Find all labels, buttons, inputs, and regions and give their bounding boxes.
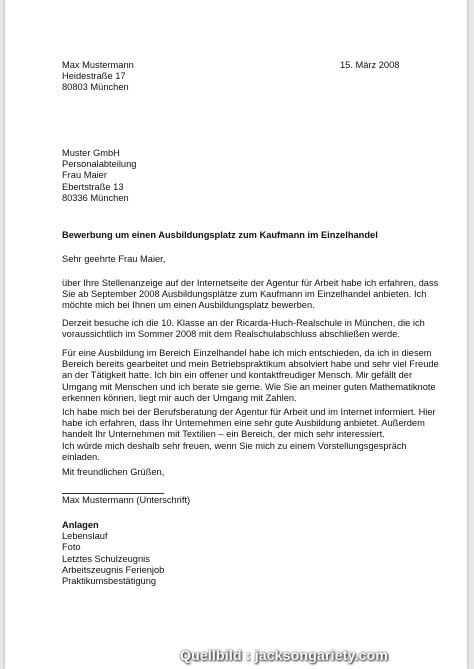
- body-paragraph-4: [62, 407, 436, 463]
- recipient-person: Frau Maier: [62, 170, 107, 181]
- paragraph-line: erkennen können, liegt mir auch der Umgang mit Zahlen.: [62, 392, 297, 403]
- attachments-heading: Anlagen: [62, 520, 99, 530]
- closing: Mit freundlichen Grüßen,: [62, 467, 165, 477]
- paragraph-line: Derzeit besuche ich die 10. Klasse an der Ricarda-Huch-Realschule in München, die ich: [62, 318, 425, 328]
- sender-name: Max Mustermann: [62, 60, 134, 70]
- body-paragraph-2: [62, 318, 425, 340]
- recipient-department: Personalabteilung: [62, 159, 137, 170]
- paragraph-line: habe ich erfahren, dass Ihr Unternehmen eine sehr gute Ausbildung anbietet. Außerdem: [62, 418, 425, 429]
- recipient-company: Muster GmbH: [62, 148, 120, 158]
- attachment-item: Foto: [62, 542, 81, 553]
- paragraph-line: Umgang mit Menschen und ich berate sie gerne. Wie Sie an meiner guten Mathematiknote: [62, 381, 436, 392]
- paragraph-line: möchte mich bei Ihnen um einen Ausbildungsplatz bewerben.: [62, 300, 315, 311]
- source-watermark: Quellbild : jacksongariety.com: [180, 647, 389, 663]
- attachment-item: Arbeitszeugnis Ferienjob: [62, 564, 165, 575]
- paragraph-line: Bereich bereits gearbeitet und mein Betriebspraktikum absolviert habe und sehr viel Freude: [62, 359, 439, 370]
- sender-address: [62, 60, 134, 94]
- recipient-street: Ebertstraße 13: [62, 181, 124, 192]
- signature-line: [62, 493, 164, 494]
- paragraph-line: voraussichtlich im Sommer 2008 mit dem Realschulabschluss abschließen werde.: [62, 329, 400, 340]
- paragraph-line: Ich habe mich bei der Berufsberatung der Agentur für Arbeit und im Internet informiert. Hier: [62, 407, 436, 417]
- paragraph-line: über Ihre Stellenanzeige auf der Internetseite der Agentur für Arbeit habe ich erfahren, dass: [62, 278, 439, 288]
- attachment-item: Praktikumsbestätigung: [62, 576, 157, 587]
- letter-subject: Bewerbung um einen Ausbildungsplatz zum Kaufmann im Einzelhandel: [62, 230, 378, 240]
- recipient-city: 80336 München: [62, 192, 129, 203]
- attachments-list: [62, 520, 164, 587]
- salutation: Sehr geehrte Frau Maier,: [62, 254, 166, 264]
- paragraph-line: Ich würde mich deshalb sehr freuen, wenn Sie mich zu einem Vorstellungsgespräch: [62, 440, 407, 451]
- paragraph-line: an der Tätigkeit hatte. Ich bin ein offener und kontaktfreudiger Mensch. Mir gefällt der: [62, 370, 413, 381]
- letter-page: [5, 0, 467, 669]
- body-paragraph-3: [62, 348, 439, 404]
- attachment-item: Letztes Schulzeugnis: [62, 553, 150, 564]
- attachment-item: Lebenslauf: [62, 531, 108, 542]
- letter-date: 15. März 2008: [340, 60, 400, 70]
- recipient-address: [62, 148, 136, 204]
- paragraph-line: handelt Ihr Unternehmen mit Textilien – ein Bereich, der mich sehr interessiert.: [62, 429, 385, 440]
- paragraph-line: Für eine Ausbildung im Bereich Einzelhandel habe ich mich entschieden, da ich in diesem: [62, 348, 432, 358]
- paragraph-line: Sie ab September 2008 Ausbildungsplätze zum Kaufmann im Einzelhandel anbieten. Ich: [62, 289, 427, 300]
- body-paragraph-1: [62, 278, 438, 312]
- paragraph-line: einladen.: [62, 451, 100, 462]
- sender-street: Heidestraße 17: [62, 71, 126, 82]
- signature-name: Max Mustermann (Unterschrift): [62, 495, 191, 505]
- sender-city: 80803 München: [62, 82, 129, 93]
